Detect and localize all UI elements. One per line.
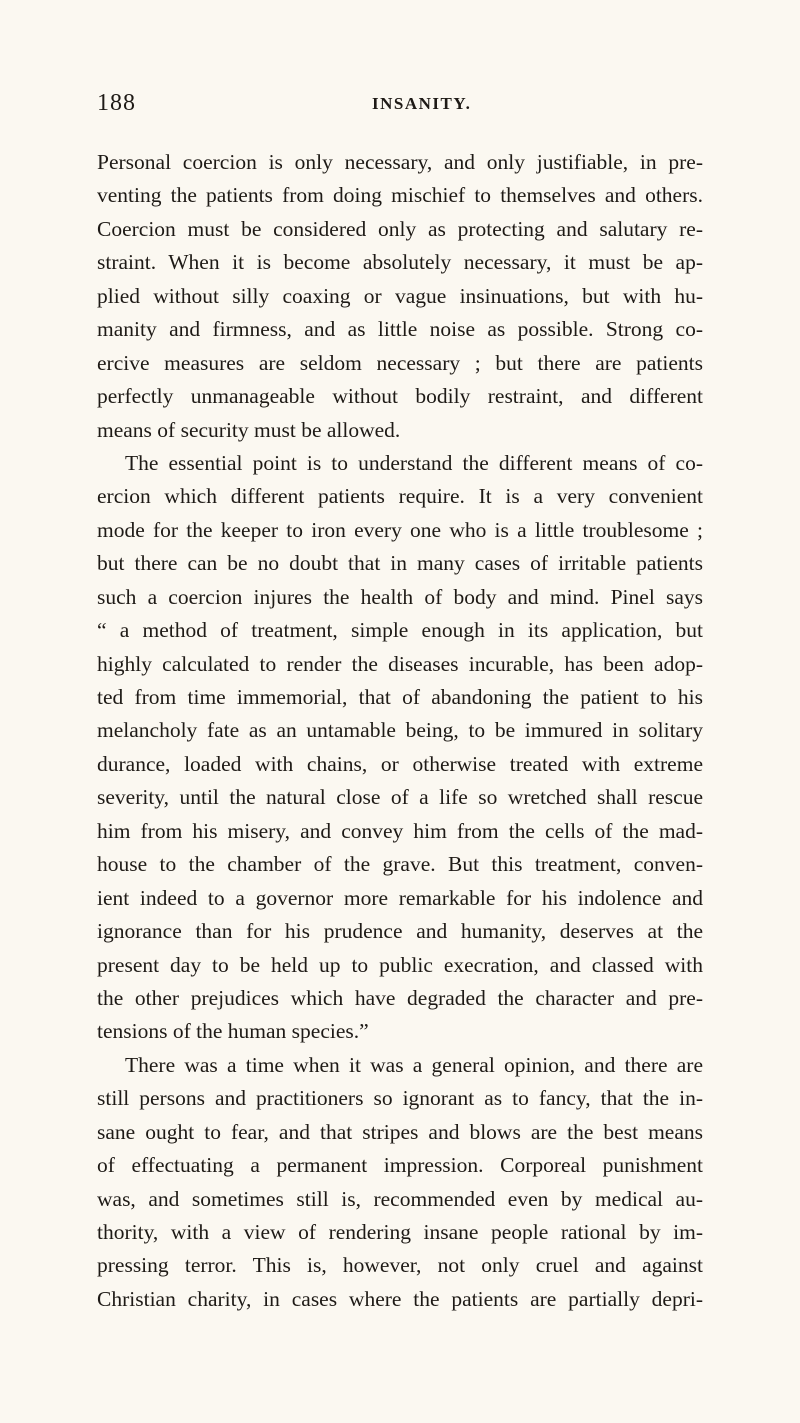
- text-line: mode for the keeper to iron every one who is a little troublesome ;: [97, 517, 703, 542]
- page-header: [97, 90, 702, 124]
- text-line: perfectly unmanageable without bodily restraint, and different: [97, 384, 703, 409]
- text-line: present day to be held up to public execration, and classed with: [97, 952, 703, 977]
- text-line: thority, with a view of rendering insane people rational by im-: [97, 1220, 703, 1244]
- text-line: Coercion must be considered only as protecting and salutary re-: [97, 216, 703, 241]
- paragraph-start-line: The essential point is to understand the different means of co-: [125, 450, 703, 475]
- text-line: Personal coercion is only necessary, and only justifiable, in pre-: [97, 150, 703, 174]
- text-line: house to the chamber of the grave. But this treatment, conven-: [97, 852, 703, 877]
- text-line: venting the patients from doing mischief to themselves and others.: [97, 183, 703, 208]
- text-line: severity, until the natural close of a life so wretched shall rescue: [97, 785, 703, 810]
- text-line: highly calculated to render the diseases incurable, has been adop-: [97, 651, 703, 676]
- running-head: INSANITY.: [372, 94, 472, 113]
- text-line: ient indeed to a governor more remarkable for his indolence and: [97, 885, 703, 910]
- text-line: was, and sometimes still is, recommended even by medical au-: [97, 1186, 703, 1211]
- text-line: Christian charity, in cases where the patients are partially depri-: [97, 1286, 703, 1311]
- body-text: [97, 146, 703, 1316]
- text-line: him from his misery, and convey him from the cells of the mad-: [97, 818, 703, 843]
- text-line: the other prejudices which have degraded the character and pre-: [97, 985, 703, 1010]
- text-line: sane ought to fear, and that stripes and blows are the best means: [97, 1119, 703, 1144]
- text-line: such a coercion injures the health of body and mind. Pinel says: [97, 584, 703, 609]
- text-line: tensions of the human species.”: [97, 1019, 369, 1044]
- text-line: but there can be no doubt that in many cases of irritable patients: [97, 551, 703, 576]
- text-line: pressing terror. This is, however, not only cruel and against: [97, 1253, 703, 1278]
- text-line: means of security must be allowed.: [97, 417, 401, 442]
- page-number: 188: [97, 90, 136, 116]
- text-line: manity and firmness, and as little noise as possible. Strong co-: [97, 317, 703, 342]
- text-line: durance, loaded with chains, or otherwise treated with extreme: [97, 751, 703, 776]
- text-line: ercion which different patients require. It is a very convenient: [97, 484, 703, 509]
- text-line: plied without silly coaxing or vague insinuations, but with hu-: [97, 283, 703, 308]
- text-line: ignorance than for his prudence and humanity, deserves at the: [97, 919, 703, 944]
- text-line: straint. When it is become absolutely necessary, it must be ap-: [97, 250, 703, 275]
- text-line: of effectuating a permanent impression. Corporeal punishment: [97, 1153, 703, 1178]
- text-line: still persons and practitioners so ignorant as to fancy, that the in-: [97, 1086, 703, 1111]
- paragraph-start-line: There was a time when it was a general opinion, and there are: [125, 1052, 703, 1077]
- text-line: ted from time immemorial, that of abandoning the patient to his: [97, 685, 703, 709]
- text-line: ercive measures are seldom necessary ; but there are patients: [97, 350, 703, 375]
- text-line: melancholy fate as an untamable being, to be immured in solitary: [97, 718, 703, 743]
- text-line: “ a method of treatment, simple enough in its application, but: [97, 618, 703, 643]
